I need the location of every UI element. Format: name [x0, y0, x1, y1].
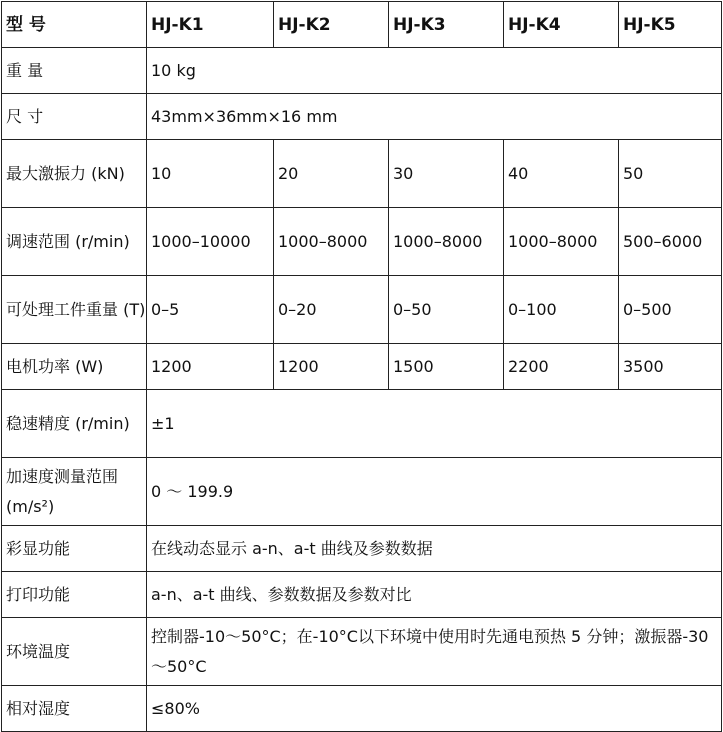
table-row-speed-precision [2, 390, 722, 458]
print-label: 打印功能 [2, 572, 147, 618]
speed-range-k5: 500–6000 [619, 208, 722, 276]
humidity-value: ≤80% [147, 686, 722, 732]
spec-table [1, 1, 722, 732]
header-label: 型 号 [2, 2, 147, 48]
table-row-speed-range [2, 208, 722, 276]
size-value: 43mm×36mm×16 mm [147, 94, 722, 140]
table-row-size [2, 94, 722, 140]
capacity-k1: 0–5 [147, 276, 274, 344]
environment-temp-label: 环境温度 [2, 618, 147, 686]
motor-power-k3: 1500 [389, 344, 504, 390]
motor-power-label: 电机功率 (W) [2, 344, 147, 390]
max-force-k5: 50 [619, 140, 722, 208]
table-row-print [2, 572, 722, 618]
capacity-k3: 0–50 [389, 276, 504, 344]
weight-value: 10 kg [147, 48, 722, 94]
weight-label: 重 量 [2, 48, 147, 94]
speed-range-k1: 1000–10000 [147, 208, 274, 276]
header-row [2, 2, 722, 48]
table-row-humidity [2, 686, 722, 732]
speed-precision-label: 稳速精度 (r/min) [2, 390, 147, 458]
max-force-k1: 10 [147, 140, 274, 208]
speed-range-k4: 1000–8000 [504, 208, 619, 276]
speed-range-k2: 1000–8000 [274, 208, 389, 276]
max-force-k3: 30 [389, 140, 504, 208]
table-row-accel-range [2, 458, 722, 526]
capacity-label: 可处理工件重量 (T) [2, 276, 147, 344]
speed-range-k3: 1000–8000 [389, 208, 504, 276]
table-row-max-force [2, 140, 722, 208]
color-display-value: 在线动态显示 a-n、a-t 曲线及参数数据 [147, 526, 722, 572]
print-value: a-n、a-t 曲线、参数数据及参数对比 [147, 572, 722, 618]
max-force-label: 最大激振力 (kN) [2, 140, 147, 208]
speed-range-label: 调速范围 (r/min) [2, 208, 147, 276]
max-force-k2: 20 [274, 140, 389, 208]
table-row-environment-temp [2, 618, 722, 686]
model-k5: HJ-K5 [619, 2, 722, 48]
model-k4: HJ-K4 [504, 2, 619, 48]
accel-range-label: 加速度测量范围 (m/s²) [2, 458, 147, 526]
model-k1: HJ-K1 [147, 2, 274, 48]
model-k3: HJ-K3 [389, 2, 504, 48]
motor-power-k4: 2200 [504, 344, 619, 390]
motor-power-k5: 3500 [619, 344, 722, 390]
accel-range-value: 0 ～ 199.9 [147, 458, 722, 526]
table-row-weight [2, 48, 722, 94]
color-display-label: 彩显功能 [2, 526, 147, 572]
table-row-color-display [2, 526, 722, 572]
capacity-k2: 0–20 [274, 276, 389, 344]
motor-power-k2: 1200 [274, 344, 389, 390]
motor-power-k1: 1200 [147, 344, 274, 390]
capacity-k4: 0–100 [504, 276, 619, 344]
speed-precision-value: ±1 [147, 390, 722, 458]
max-force-k4: 40 [504, 140, 619, 208]
table-row-motor-power [2, 344, 722, 390]
model-k2: HJ-K2 [274, 2, 389, 48]
table-row-capacity [2, 276, 722, 344]
environment-temp-value: 控制器-10～50°C；在-10°C以下环境中使用时先通电预热 5 分钟；激振器-30～50°C [147, 618, 722, 686]
size-label: 尺 寸 [2, 94, 147, 140]
capacity-k5: 0–500 [619, 276, 722, 344]
humidity-label: 相对湿度 [2, 686, 147, 732]
